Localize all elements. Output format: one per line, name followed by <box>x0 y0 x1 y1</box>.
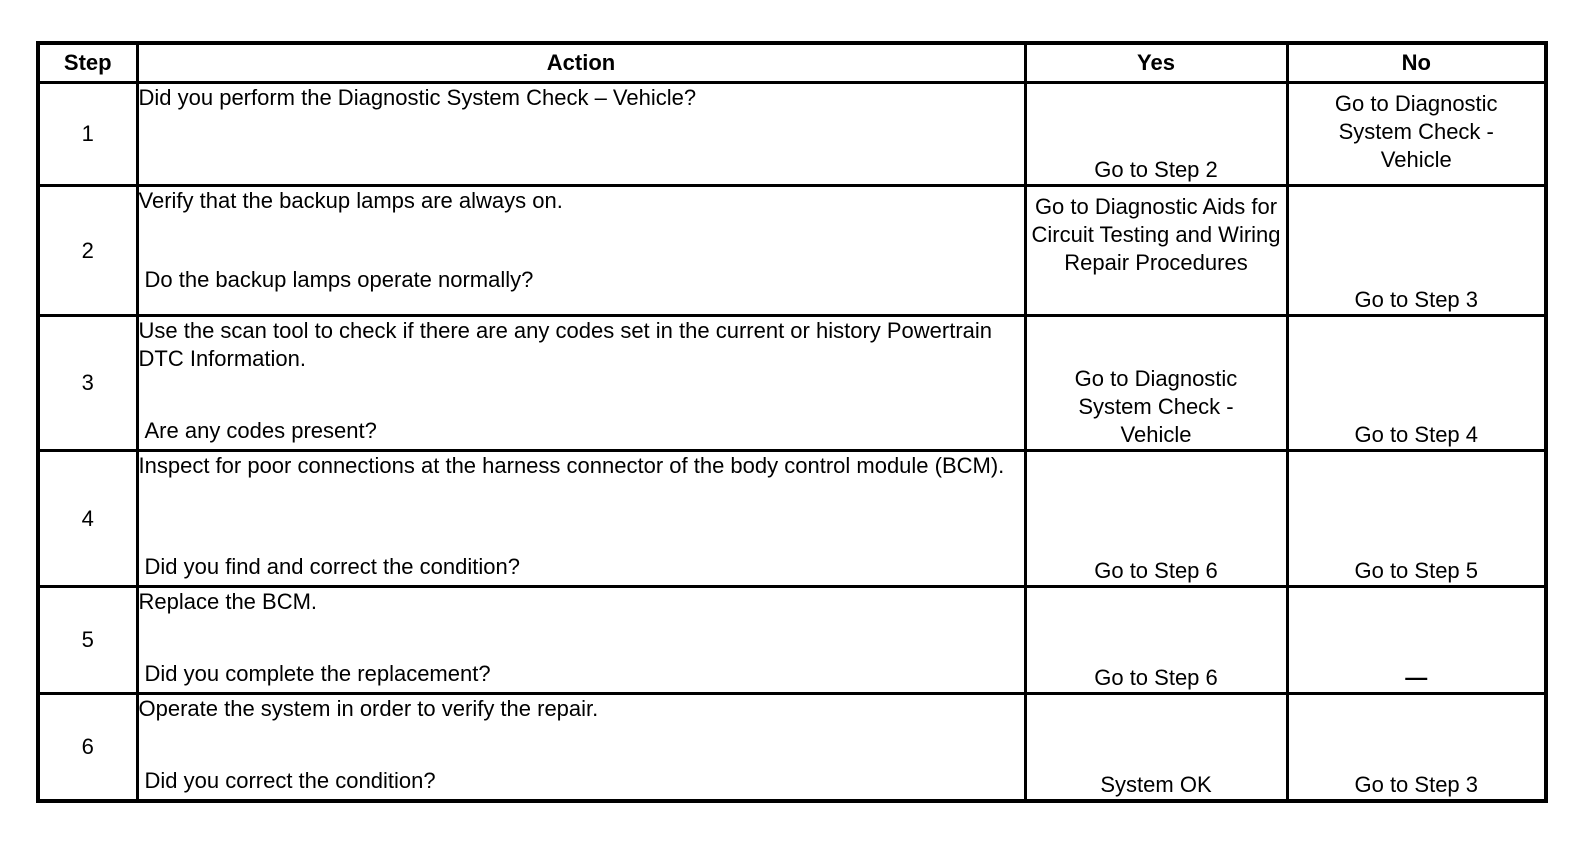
action-instruction: Inspect for poor connections at the harness connector of the body control module (BCM). <box>138 453 1005 478</box>
action-question: Did you correct the condition? <box>144 768 436 793</box>
action-question: Do the backup lamps operate normally? <box>144 267 534 292</box>
yes-result: Go to Step 6 <box>1025 451 1287 587</box>
step-number: 5 <box>38 587 137 694</box>
table-header-row <box>38 43 1546 83</box>
action-question: Did you complete the replacement? <box>144 661 491 686</box>
action-cell <box>137 451 1025 587</box>
step-number: 1 <box>38 83 137 186</box>
no-result: Go to Step 5 <box>1287 451 1546 587</box>
no-result: Go to Step 3 <box>1287 694 1546 802</box>
action-instruction: Verify that the backup lamps are always on. <box>138 188 563 213</box>
no-result: Go to Step 3 <box>1287 186 1546 316</box>
table-row <box>38 451 1546 587</box>
step-number: 2 <box>38 186 137 316</box>
yes-result: Go to Step 2 <box>1025 83 1287 186</box>
step-number: 3 <box>38 316 137 451</box>
action-instruction: Use the scan tool to check if there are any codes set in the current or history Powertrain DTC Information. <box>138 318 993 371</box>
diagnostic-table <box>36 41 1548 803</box>
yes-result: System OK <box>1025 694 1287 802</box>
action-question: Are any codes present? <box>144 418 377 443</box>
header-no: No <box>1287 43 1546 83</box>
table-row <box>38 83 1546 186</box>
action-instruction: Did you perform the Diagnostic System Check – Vehicle? <box>138 85 697 110</box>
action-question: Did you find and correct the condition? <box>144 554 520 579</box>
no-result: Go to Step 4 <box>1287 316 1546 451</box>
yes-result: Go to Diagnostic Aids for Circuit Testing and Wiring Repair Procedures <box>1025 186 1287 316</box>
table-row <box>38 694 1546 802</box>
action-instruction: Operate the system in order to verify the repair. <box>138 696 599 721</box>
table-row <box>38 587 1546 694</box>
action-cell <box>137 186 1025 316</box>
action-cell <box>137 316 1025 451</box>
no-result: Go to Diagnostic System Check - Vehicle <box>1287 83 1546 186</box>
step-number: 6 <box>38 694 137 802</box>
header-step: Step <box>38 43 137 83</box>
table-row <box>38 186 1546 316</box>
no-result: — <box>1287 587 1546 694</box>
action-cell <box>137 83 1025 186</box>
table-row <box>38 316 1546 451</box>
step-number: 4 <box>38 451 137 587</box>
action-cell <box>137 694 1025 802</box>
header-yes: Yes <box>1025 43 1287 83</box>
action-instruction: Replace the BCM. <box>138 589 318 614</box>
yes-result: Go to Step 6 <box>1025 587 1287 694</box>
yes-result: Go to Diagnostic System Check - Vehicle <box>1025 316 1287 451</box>
header-action: Action <box>137 43 1025 83</box>
action-cell <box>137 587 1025 694</box>
